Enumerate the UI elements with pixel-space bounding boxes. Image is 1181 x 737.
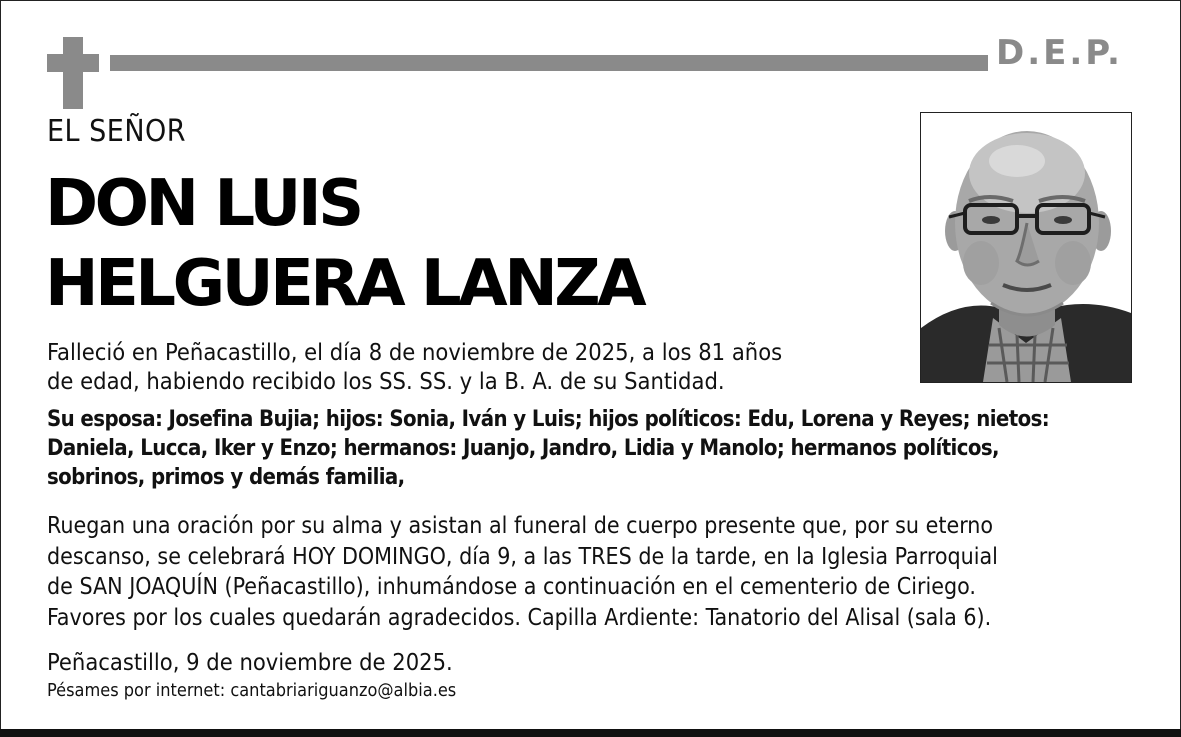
dep-label: D.E.P. (996, 33, 1123, 73)
funeral-line: de SAN JOAQUÍN (Peñacastillo), inhumándose a continuación en el cementerio de Ciriego. (47, 574, 976, 600)
honorific: EL SEÑOR (47, 114, 187, 149)
portrait-photo (920, 112, 1132, 383)
cross-icon (63, 37, 83, 109)
death-notice-line: Falleció en Peñacastillo, el día 8 de noviembre de 2025, a los 81 años (47, 338, 783, 366)
funeral-details (47, 511, 998, 633)
death-notice-line: de edad, habiendo recibido los SS. SS. y la B. A. de su Santidad. (47, 367, 725, 395)
deceased-name-line-2: HELGUERA LANZA (45, 247, 644, 321)
place-date: Peñacastillo, 9 de noviembre de 2025. (47, 648, 453, 676)
deceased-name-line-1: DON LUIS (45, 167, 361, 241)
cross-icon-arm (47, 54, 99, 72)
condolences-email: Pésames por internet: cantabriariguanzo@albia.es (47, 680, 457, 701)
bottom-border (0, 729, 1181, 737)
family-line: sobrinos, primos y demás familia, (47, 465, 405, 490)
funeral-line: descanso, se celebrará HOY DOMINGO, día 9, a las TRES de la tarde, en la Iglesia Parroquial (47, 543, 998, 570)
family-line: Daniela, Lucca, Iker y Enzo; hermanos: Juanjo, Jandro, Lidia y Manolo; hermanos políticos, (47, 436, 999, 461)
family-list (47, 405, 1049, 492)
death-notice (47, 338, 782, 396)
funeral-line: Favores por los cuales quedarán agradecidos. Capilla Ardiente: Tanatorio del Alisal (sala 6). (47, 604, 992, 631)
family-line: Su esposa: Josefina Bujia; hijos: Sonia, Iván y Luis; hijos políticos: Edu, Lorena y Reyes; nietos: (47, 407, 1050, 432)
header-rule (110, 55, 988, 71)
funeral-line: Ruegan una oración por su alma y asistan al funeral de cuerpo presente que, por su eterno (47, 513, 994, 539)
